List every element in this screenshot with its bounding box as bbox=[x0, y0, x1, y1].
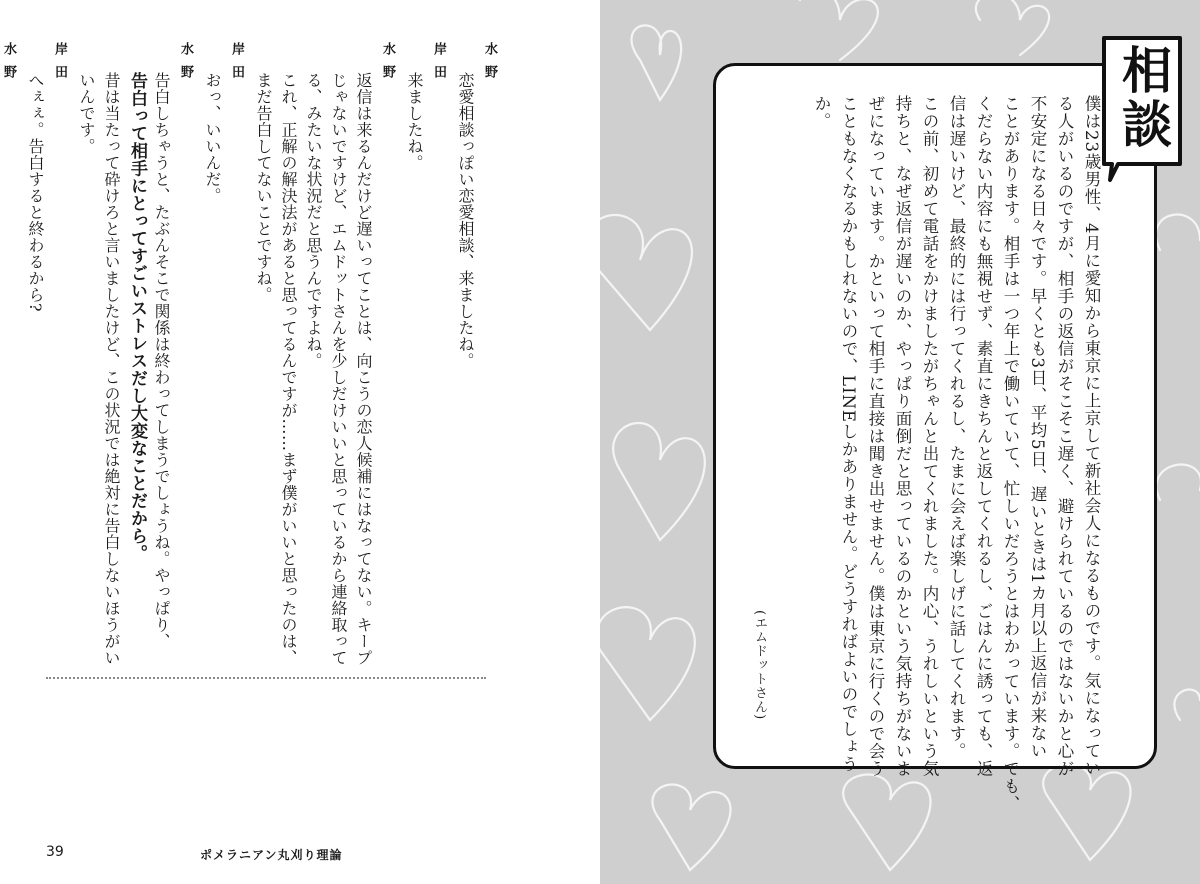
consultation-line: この前、初めて電話をかけましたがちゃんと出てくれました。内心、うれしいという気 bbox=[920, 95, 939, 778]
dialog-line: 恋愛相談っぽい恋愛相談、来ましたね。 bbox=[456, 72, 475, 369]
dialog-line: 来ましたね。 bbox=[405, 72, 424, 171]
consultation-line: 信は遅いけど、最終的には行ってくれるし、たまに会えば楽しげに話してくれます。 bbox=[947, 95, 966, 760]
heart-doodle-icon bbox=[793, 0, 878, 60]
dialog-line: る、みたいな状況だと思うんですよね。 bbox=[304, 72, 323, 369]
dialog-turn bbox=[23, 40, 70, 660]
book-title: ポメラニアン丸刈り理論 bbox=[200, 848, 343, 862]
heart-doodle-icon bbox=[600, 215, 692, 330]
heart-doodle-icon bbox=[1174, 690, 1200, 720]
consultation-line: くだらない内容にも無視せず、素直にきちんと返してくれるし、ごはんに誘っても、返 bbox=[974, 95, 993, 778]
dialog-line: おっ、いいんだ。 bbox=[203, 72, 222, 204]
heart-doodle-icon bbox=[1156, 465, 1200, 500]
heart-doodle-icon bbox=[976, 0, 1049, 55]
speaker-name: 岸田 bbox=[431, 42, 446, 88]
consultation-line: か。 bbox=[812, 95, 831, 130]
consultation-line: ことがあります。相手は一つ年上で働いていて、忙しいだろうとはわかっています。でも、 bbox=[1001, 95, 1020, 813]
dialog-section bbox=[1, 40, 500, 666]
dialog-lines bbox=[23, 40, 48, 660]
page-number: 39 bbox=[46, 844, 64, 860]
dialog-lines bbox=[251, 40, 376, 666]
speaker-name: 岸田 bbox=[229, 42, 244, 88]
dialog-turn bbox=[0, 40, 19, 660]
heart-doodle-icon bbox=[652, 785, 730, 870]
speaker-name: 岸田 bbox=[52, 42, 67, 88]
heart-doodle-icon bbox=[632, 25, 682, 100]
consultation-line: ぜになっています。かといって相手に直接は聞き出せません。僕は東京に行くので会う bbox=[866, 95, 885, 778]
heart-doodle-icon bbox=[1043, 765, 1130, 860]
dialog-turn bbox=[200, 40, 247, 660]
dialog-line: まだ告白してないことですね。 bbox=[254, 72, 273, 303]
dialog-line: へぇぇ。告白すると終わるから? bbox=[26, 72, 45, 313]
dialog-line: 告白って相手にとってすごいストレスだし大変なことだから。 bbox=[127, 72, 147, 562]
heart-doodle-icon bbox=[600, 607, 695, 720]
speaker-name: 水野 bbox=[380, 42, 395, 88]
dialog-turn bbox=[453, 40, 500, 660]
heart-doodle-icon bbox=[843, 775, 930, 870]
consultation-text bbox=[775, 95, 1105, 813]
dialog-lines bbox=[200, 40, 225, 660]
dialog-line: 告白しちゃうと、たぶんそこで関係は終わってしまうでしょうね。やっぱり、 bbox=[152, 72, 171, 650]
right-page bbox=[600, 0, 1200, 884]
consultation-line: こともなくなるかもしれないので、LINEしかありません。どうすればよいのでしょう bbox=[839, 95, 858, 773]
dialog-line: これ、正解の解決法があると思ってるんですが……まず僕がいいと思ったのは、 bbox=[279, 72, 298, 666]
dotted-divider bbox=[46, 677, 486, 679]
speaker-name: 水野 bbox=[178, 42, 193, 88]
dialog-turn bbox=[251, 40, 398, 666]
consultation-signature: (エムドットさん) bbox=[752, 610, 767, 721]
speaker-name: 水野 bbox=[1, 42, 16, 88]
dialog-turn bbox=[402, 40, 449, 660]
dialog-line: じゃないですけど、エムドットさんを少しだけいいと思っているから連絡取って bbox=[329, 72, 348, 666]
consultation-tag-label: 相談 bbox=[1114, 44, 1172, 152]
dialog-lines bbox=[74, 40, 174, 666]
dialog-line: 昔は当たって砕けろと言いましたけど、この状況では絶対に告白しないほうがい bbox=[102, 72, 121, 666]
dialog-lines bbox=[402, 40, 427, 660]
dialog-line: いんです。 bbox=[77, 72, 96, 155]
consultation-line: 持ちと、なぜ返信が遅いのか、やっぱり面倒だと思っているのかという気持ちがないま bbox=[893, 95, 912, 778]
heart-doodle-icon bbox=[613, 423, 705, 540]
dialog-turn bbox=[74, 40, 196, 666]
heart-doodle-icon bbox=[1156, 215, 1200, 250]
dialog-line: 返信は来るんだけど遅いってことは、向こうの恋人候補にはなってない。キープ bbox=[354, 72, 373, 666]
consultation-line: 僕は23歳男性、4月に愛知から東京に上京して新社会人になるものです。気になってい bbox=[1082, 95, 1101, 777]
dialog-lines bbox=[453, 40, 478, 660]
consultation-line: る人がいるのですが、相手の返信がそこそこ遅く、避けられているのではないかと心が bbox=[1055, 95, 1074, 778]
speaker-name: 水野 bbox=[482, 42, 497, 88]
consultation-line: 不安定になる日々です。早くとも3日、平均5日、遅いときは1カ月以上返信が来ない bbox=[1028, 95, 1047, 760]
